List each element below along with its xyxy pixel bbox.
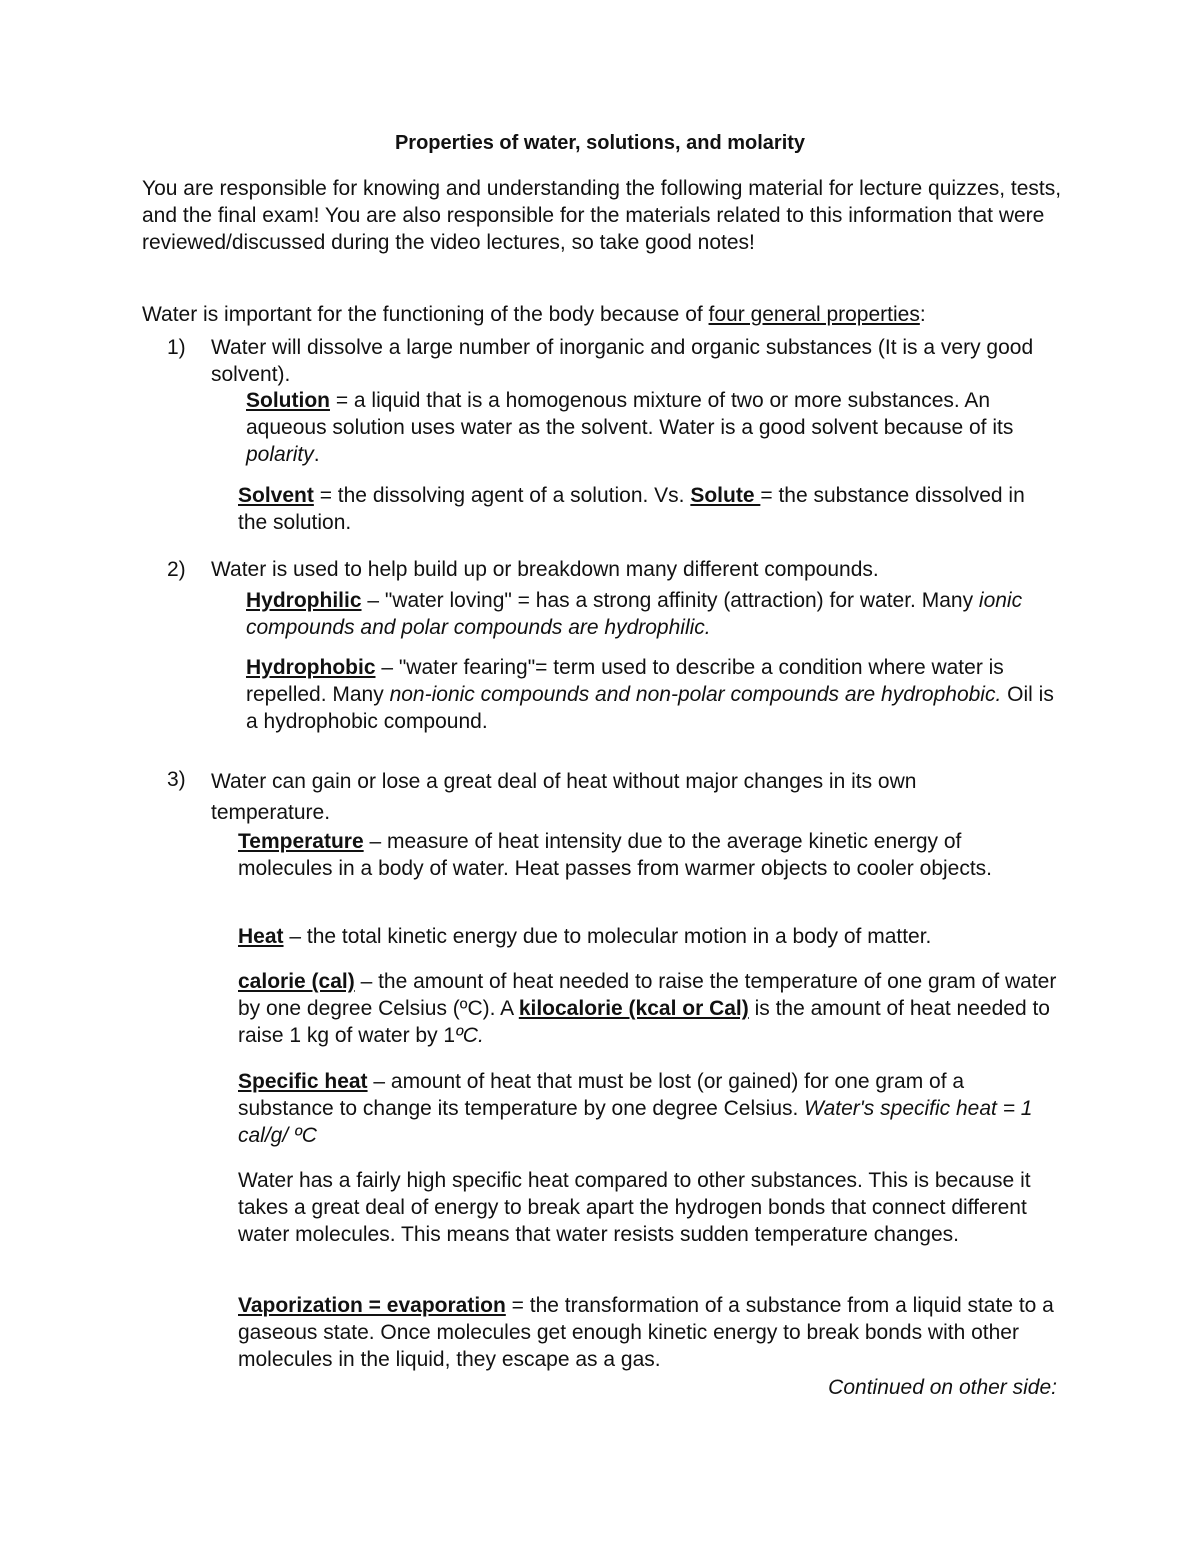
- solution-text: = a liquid that is a homogenous mixture of two or more substances. An aqueous solution uses water as the solvent. Water is a good solvent because of its: [246, 389, 1014, 439]
- specific-heat-term: Specific heat: [238, 1070, 368, 1093]
- item-3-text: Water can gain or lose a great deal of heat without major changes in its own temperature.: [211, 770, 917, 824]
- heat-definition: [238, 923, 1058, 950]
- item-number-2: 2): [167, 558, 186, 581]
- hydrophilic-text: – "water loving" = has a strong affinity (attraction) for water. Many: [361, 589, 979, 612]
- hydrophilic-italic: ionic compounds and polar compounds are hydrophilic.: [246, 589, 1023, 639]
- solvent-text: = the dissolving agent of a solution. Vs.: [313, 484, 691, 507]
- intro-paragraph: You are responsible for knowing and understanding the following material for lecture quizzes, tests, and the final exam! You are also responsible for the materials related to this information that were reviewed/discussed during the video lectures, so take good notes!: [142, 177, 1062, 254]
- polarity-term: polarity: [246, 443, 314, 466]
- heat-text: – the total kinetic energy due to molecular motion in a body of matter.: [283, 925, 932, 948]
- item-1-text: Water will dissolve a large number of inorganic and organic substances (It is a very good solvent).: [211, 336, 1034, 386]
- specific-heat-italic: Water's specific heat = 1 cal/g/ ºC: [238, 1097, 1033, 1147]
- lead-end: :: [919, 303, 926, 326]
- four-properties-link-text: four general properties: [708, 303, 920, 326]
- hydrophilic-term: Hydrophilic: [246, 589, 362, 612]
- calorie-text: – the amount of heat needed to raise the temperature of one gram of water by one degree Celsius (ºC). A: [238, 970, 1057, 1020]
- vaporization-definition: [238, 1292, 1058, 1373]
- specific-heat-paragraph: Water has a fairly high specific heat compared to other substances. This is because it takes a great deal of energy to break apart the hydrogen bonds that connect different water molecules. This means that water resists sudden temperature changes.: [238, 1169, 1031, 1246]
- solute-term: Solute: [690, 484, 761, 507]
- kilocalorie-unit: ºC.: [455, 1024, 484, 1047]
- temperature-term: Temperature: [238, 830, 364, 853]
- kilocalorie-term: kilocalorie (kcal or Cal): [518, 997, 749, 1020]
- solution-definition: [246, 387, 1056, 468]
- item-number-1: 1): [167, 336, 186, 359]
- hydrophobic-end: Oil is a hydrophobic compound.: [246, 683, 1054, 733]
- lead-text: Water is important for the functioning of the body because of: [142, 303, 709, 326]
- specific-heat-text: – amount of heat that must be lost (or gained) for one gram of a substance to change its temperature by one degree Celsius.: [238, 1070, 965, 1120]
- hydrophobic-text: – "water fearing"= term used to describe a condition where water is repelled. Many: [246, 656, 1004, 706]
- calorie-term: calorie (cal): [238, 970, 355, 993]
- hydrophobic-italic: non-ionic compounds and non-polar compounds are hydrophobic.: [389, 683, 1002, 706]
- hydrophilic-definition: [246, 587, 1046, 641]
- calorie-definition: [238, 968, 1058, 1049]
- item-number-3: 3): [167, 768, 186, 791]
- vaporization-text: = the transformation of a substance from a liquid state to a gaseous state. Once molecules get enough kinetic energy to break bonds with other molecules in the liquid, they escape as a gas.: [238, 1294, 1054, 1371]
- item-2-text: Water is used to help build up or breakdown many different compounds.: [211, 558, 879, 581]
- temperature-definition: [238, 828, 1058, 882]
- solute-text: = the substance dissolved in the solution.: [238, 484, 1025, 534]
- page-title: Properties of water, solutions, and molarity: [394, 132, 806, 154]
- temperature-text: – measure of heat intensity due to the average kinetic energy of molecules in a body of water. Heat passes from warmer objects to cooler objects.: [238, 830, 993, 880]
- solvent-term: Solvent: [238, 484, 314, 507]
- hydrophobic-term: Hydrophobic: [246, 656, 376, 679]
- solvent-definition: [238, 482, 1058, 536]
- solution-end: .: [313, 443, 320, 466]
- continued-note: Continued on other side:: [828, 1376, 1057, 1399]
- kilocalorie-text: is the amount of heat needed to raise 1 kg of water by 1: [238, 997, 1050, 1047]
- specific-heat-definition: [238, 1068, 1058, 1149]
- heat-term: Heat: [238, 925, 284, 948]
- lead-paragraph: [142, 301, 1062, 328]
- solution-term: Solution: [246, 389, 330, 412]
- vaporization-term: Vaporization = evaporation: [238, 1294, 506, 1317]
- hydrophobic-definition: [246, 654, 1056, 735]
